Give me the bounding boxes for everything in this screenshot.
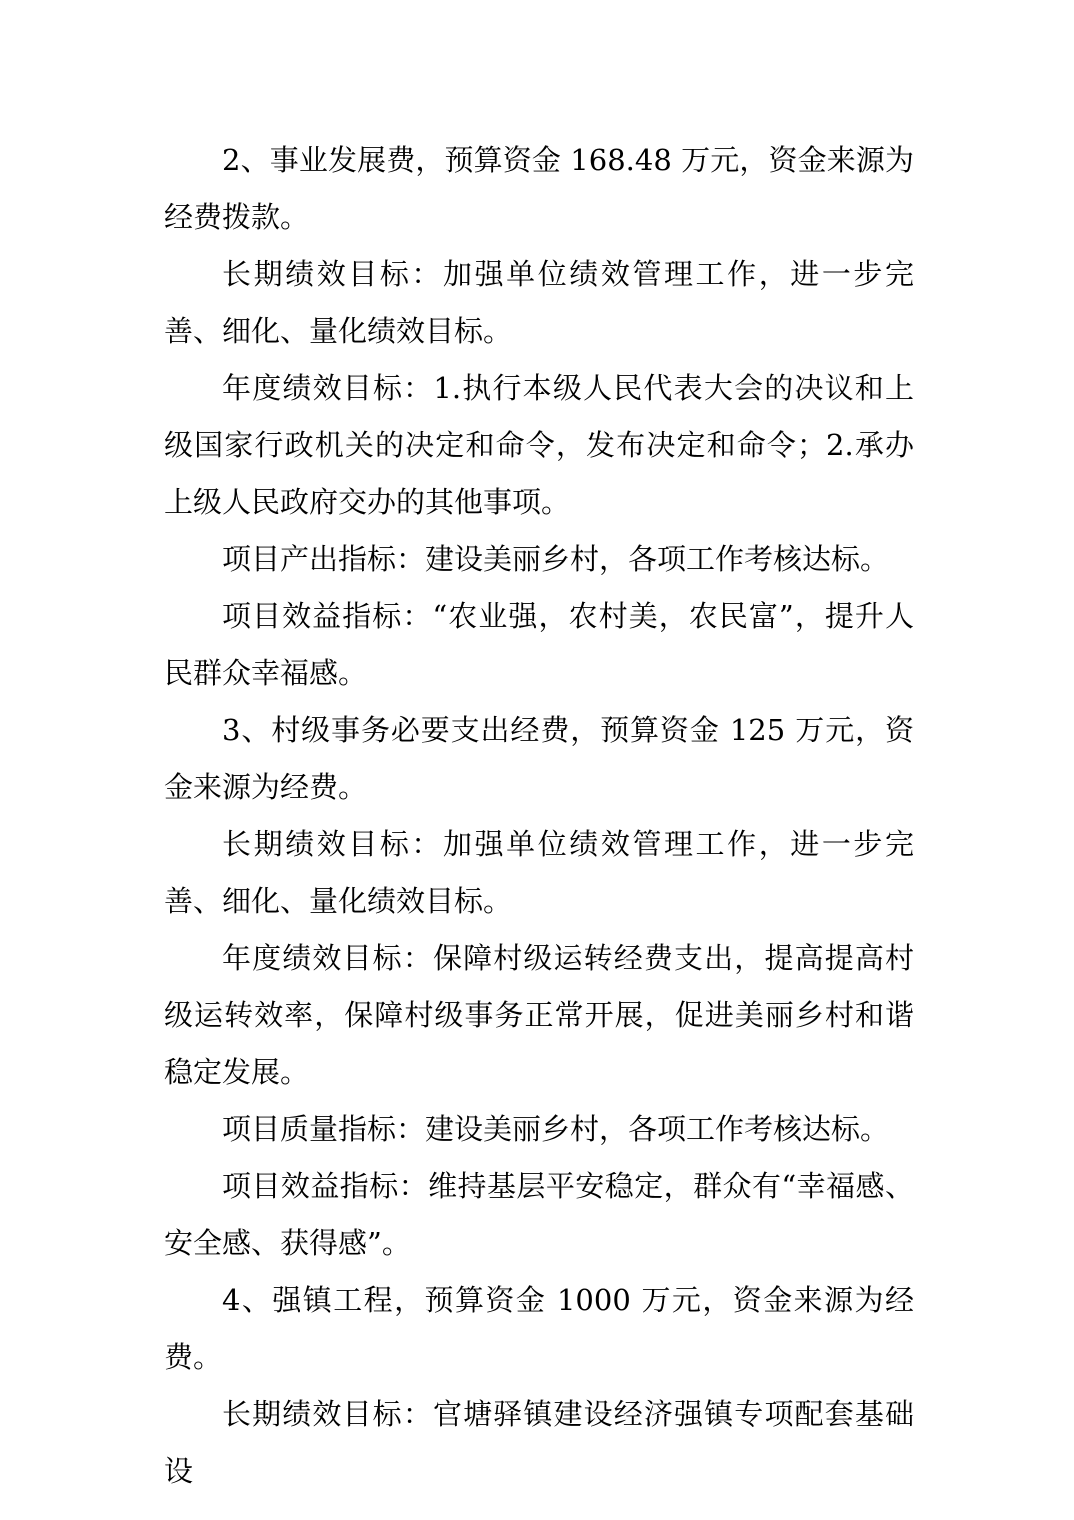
paragraph-benefit-indicator: 项目效益指标：维持基层平安稳定，群众有“幸福感、安全感、获得感”。 (164, 1169, 914, 1260)
paragraph-budget-item-3: 3、村级事务必要支出经费，预算资金 125 万元，资金来源为经费。 (164, 713, 914, 804)
paragraph-budget-item-2: 2、事业发展费，预算资金 168.48 万元，资金来源为经费拨款。 (164, 143, 914, 234)
paragraph-benefit-indicator: 项目效益指标：“农业强，农村美，农民富”，提升人民群众幸福感。 (164, 599, 914, 690)
paragraph-long-term-goal: 长期绩效目标：官塘驿镇建设经济强镇专项配套基础设 (164, 1397, 914, 1488)
paragraph-long-term-goal: 长期绩效目标：加强单位绩效管理工作，进一步完善、细化、量化绩效目标。 (164, 827, 914, 918)
paragraph-quality-indicator: 项目质量指标：建设美丽乡村，各项工作考核达标。 (222, 1112, 890, 1146)
document-body (164, 132, 914, 1500)
paragraph-annual-goal: 年度绩效目标：1.执行本级人民代表大会的决议和上级国家行政机关的决定和命令，发布决定和命令；2.承办上级人民政府交办的其他事项。 (164, 371, 914, 519)
paragraph-annual-goal: 年度绩效目标：保障村级运转经费支出，提高提高村级运转效率，保障村级事务正常开展，促进美丽乡村和谐稳定发展。 (164, 941, 914, 1089)
paragraph-long-term-goal: 长期绩效目标：加强单位绩效管理工作，进一步完善、细化、量化绩效目标。 (164, 257, 914, 348)
paragraph-budget-item-4: 4、强镇工程，预算资金 1000 万元，资金来源为经费。 (164, 1283, 914, 1374)
paragraph-output-indicator: 项目产出指标：建设美丽乡村，各项工作考核达标。 (222, 542, 890, 576)
